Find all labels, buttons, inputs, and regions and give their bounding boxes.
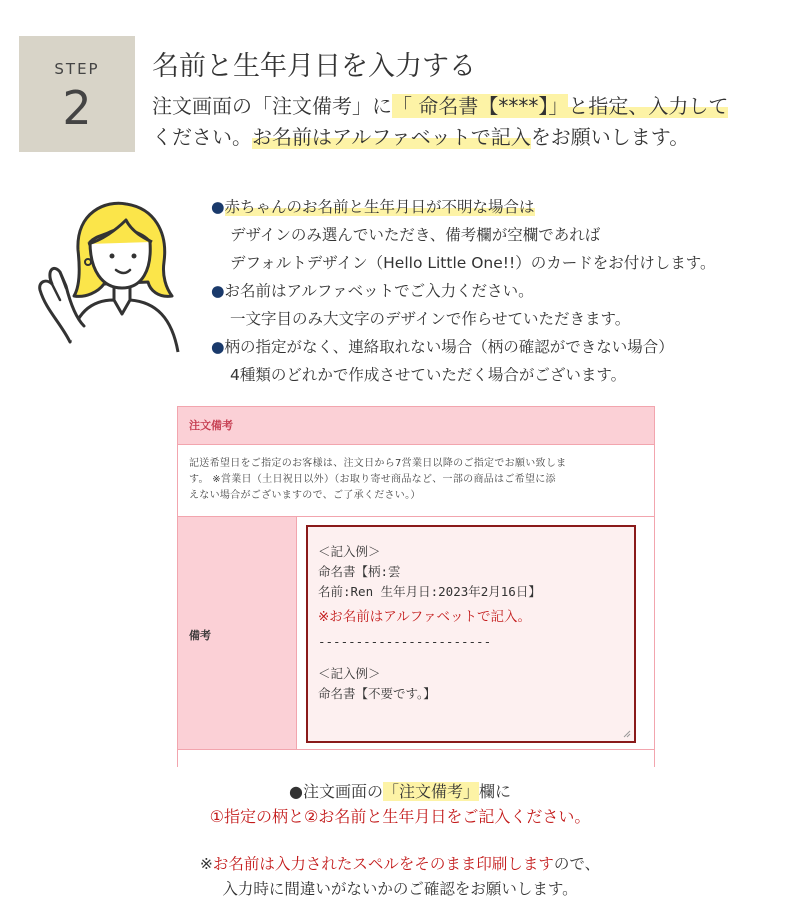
form-header: 注文備考 (178, 407, 654, 445)
page-title: 名前と生年月日を入力する (152, 51, 476, 82)
note-lead: 赤ちゃんのお名前と生年月日が不明な場合は (224, 198, 535, 216)
step-badge (19, 36, 135, 152)
order-notes-form (177, 406, 655, 767)
note-sub: 一文字目のみ大文字のデザインで作らせていただきます。 (230, 310, 631, 328)
desc-text: をお願いします。 (530, 125, 690, 149)
footer-text: ※ (199, 855, 213, 873)
footer-text: ●注文画面の (289, 782, 383, 801)
desc-highlight-code: 「 命名書【****】」 (392, 94, 569, 118)
form-info-line: す。 ※営業日（土日祝日以外）（お取り寄せ商品など、一部の商品はご希望に添 (189, 474, 556, 485)
note-lead: お名前はアルファベットでご入力ください。 (224, 282, 534, 300)
textarea-line: 名前:Ren 生年月日:2023年2月16日】 (318, 584, 541, 599)
textarea-line: ＜記入例＞ (318, 544, 381, 559)
form-info (178, 445, 654, 517)
step-label: STEP (54, 60, 100, 78)
textarea-line: 命名書【柄:雲 (318, 564, 401, 579)
remarks-label: 備考 (189, 629, 211, 642)
step-number: 2 (62, 81, 92, 135)
desc-text: ください。 (152, 125, 252, 149)
textarea-divider: ----------------------- (318, 634, 492, 649)
note-lead: 柄の指定がなく、連絡取れない場合（柄の確認ができない場合） (224, 338, 674, 356)
footer-red-line: ①指定の柄と②お名前と生年月日をご記入ください。 (209, 807, 591, 826)
form-info-line: 記送希望日をご指定のお客様は、注文日から7営業日以降のご指定でお願い致しま (189, 458, 567, 469)
textarea-line: 命名書【不要です。】 (318, 686, 436, 701)
footer-text: 欄に (478, 782, 511, 801)
form-info-line: えない場合がございますので、ご了承ください。） (189, 490, 421, 501)
note-item (211, 193, 715, 277)
step-description (152, 91, 792, 153)
bullet-icon: ● (211, 338, 225, 356)
bullet-icon: ● (211, 282, 225, 300)
desc-highlight-alphabet: お名前はアルファベットで記入 (252, 125, 531, 149)
form-row-remarks (178, 517, 654, 750)
notes-list (211, 193, 715, 389)
person-illustration-icon (26, 192, 196, 372)
note-sub: デザインのみ選んでいただき、備考欄が空欄であれば (230, 226, 601, 244)
note-item (211, 333, 715, 389)
textarea-warning: ※お名前はアルファベットで記入。 (318, 609, 532, 625)
footer-highlight: 「注文備考」 (382, 782, 479, 801)
bullet-icon: ● (211, 198, 225, 216)
footer-instructions (0, 779, 800, 829)
footer-warning (0, 852, 800, 902)
desc-text: 注文画面の「注文備考」に (152, 94, 392, 118)
footer-text: 入力時に間違いがないかのご確認をお願いします。 (222, 880, 578, 898)
footer-red-text: お名前は入力されたスペルをそのまま印刷します (212, 855, 554, 873)
note-item (211, 277, 715, 333)
note-sub: 4種類のどれかで作成させていただく場合がございます。 (230, 366, 627, 384)
note-sub: デフォルトデザイン（Hello Little One!!）のカードをお付けします。 (230, 254, 716, 272)
footer-text: ので、 (553, 855, 601, 873)
remarks-textarea[interactable] (306, 525, 636, 743)
resize-handle-icon[interactable] (623, 730, 631, 738)
textarea-line: ＜記入例＞ (318, 666, 381, 681)
form-label (178, 517, 297, 749)
desc-text: と指定、入力して (568, 94, 729, 118)
